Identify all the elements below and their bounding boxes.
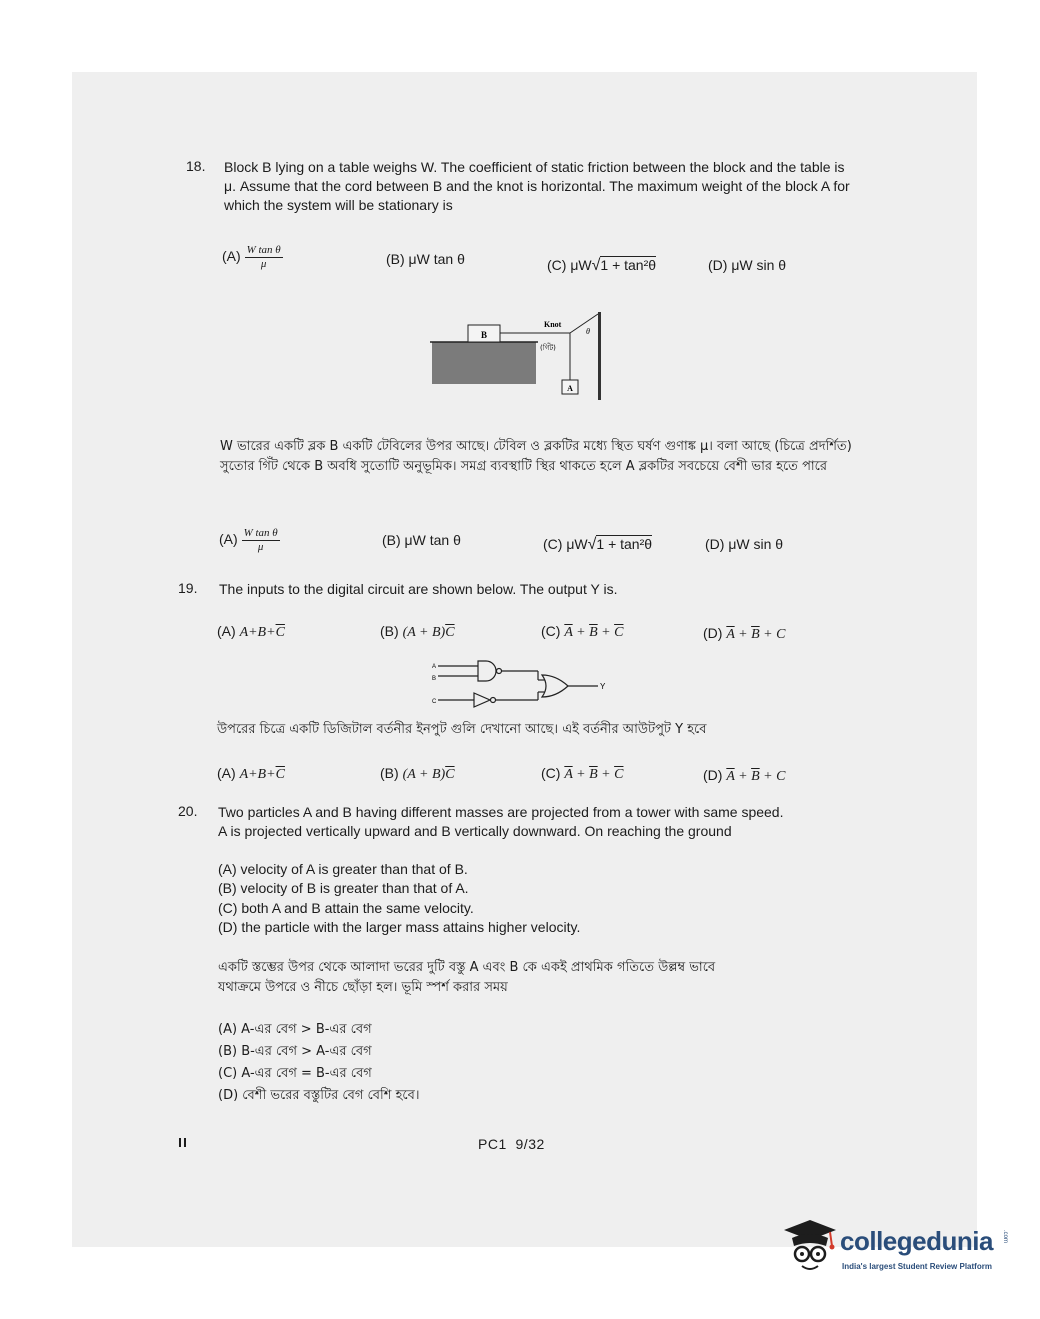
radicand: 1 + tan²θ	[600, 257, 657, 273]
math-op: +	[734, 627, 752, 642]
logic-circuit-diagram	[430, 658, 620, 712]
mascot-icon	[780, 1216, 840, 1276]
math-expr: (A + B)	[402, 767, 446, 782]
q20-number: 20.	[178, 803, 198, 819]
q18-option-d-en: (D) μW sin θ	[708, 257, 787, 273]
math-bar: $\overline{C}$	[614, 625, 624, 640]
q20-question-en-line2: A is projected vertically upward and B vertically downward. On reaching the ground	[218, 823, 732, 839]
option-label: (D)	[703, 625, 727, 641]
option-label: (D)	[703, 767, 727, 783]
math-op: +	[734, 769, 752, 784]
option-label: (B)	[380, 765, 403, 781]
q20-question-bn-line2: যথাক্রমে উপরে ও নীচে ছোঁড়া হল। ভূমি স্পর্শ করার সময়	[218, 980, 508, 995]
brand-tagline: India's largest Student Review Platform	[842, 1262, 992, 1271]
brand-name: collegedunia	[840, 1226, 993, 1256]
input-b-label: B	[432, 676, 437, 682]
q20-option-b-bn: (B) B-এর বেগ > A-এর বেগ	[218, 1044, 372, 1059]
math-bar: $\overline{B}$	[751, 769, 760, 784]
block-b-label: B	[480, 330, 488, 340]
math-bar: $\overline{C}$	[445, 625, 455, 640]
page-code: PC1 9/32	[478, 1136, 545, 1152]
math-op: +	[597, 767, 615, 782]
math-expr: (A + B)	[402, 625, 446, 640]
q18-option-c-bn	[543, 535, 652, 554]
q19-question-en: The inputs to the digital circuit are shown below. The output Y is.	[219, 581, 618, 597]
q20-option-d-bn: (D) বেশী ভরের বস্তুটির বেগ বেশি হবে।	[218, 1088, 420, 1103]
table-block	[432, 342, 536, 384]
q18-option-a-bn	[219, 527, 280, 554]
sqrt-icon: √	[587, 536, 597, 553]
fraction-denominator: μ	[257, 541, 264, 553]
not-gate	[474, 693, 490, 707]
math-bar: $\overline{A}$	[564, 625, 573, 640]
wall	[598, 312, 601, 400]
q19-question-bn: উপরের চিত্রে একটি ডিজিটাল বর্তনীর ইনপুট গুলি দেখানো আছে। এই বর্তনীর আউটপুট Y হবে	[217, 722, 707, 737]
option-label: (A)	[217, 623, 240, 639]
q19-option-b-bn	[380, 764, 455, 784]
math-bar: $\overline{C}$	[275, 625, 285, 640]
q19-option-d-en	[703, 624, 785, 644]
q20-option-a-bn: (A) A-এর বেগ > B-এর বেগ	[218, 1022, 372, 1037]
q18-option-d-bn: (D) μW sin θ	[705, 536, 784, 552]
math-op: + C	[759, 769, 786, 784]
q20-question-en-line1: Two particles A and B having different masses are projected from a tower with same speed.	[218, 804, 784, 820]
collegedunia-logo	[780, 1212, 1016, 1278]
q20-option-c-en: (C) both A and B attain the same velocity.	[218, 900, 474, 916]
q19-option-a-bn	[217, 764, 285, 784]
q20-option-b-en: (B) velocity of B is greater than that of A.	[218, 880, 469, 896]
q20-option-a-en: (A) velocity of A is greater than that of B.	[218, 861, 468, 877]
option-label: (A)	[219, 531, 238, 548]
option-label: (A)	[222, 248, 241, 265]
math-bar: $\overline{B}$	[589, 767, 598, 782]
q19-option-c-bn	[541, 764, 623, 784]
option-label: (C)	[541, 765, 565, 781]
input-c-label: C	[432, 699, 437, 705]
math-op: + C	[759, 627, 786, 642]
q18-number: 18.	[186, 158, 206, 174]
math-expr: A+B+	[239, 767, 276, 782]
math-expr: A+B+	[239, 625, 276, 640]
knot-label-bn: (গিঁট)	[540, 344, 556, 352]
fraction-numerator: W tan θ	[246, 244, 281, 256]
option-label: (A)	[217, 765, 240, 781]
sqrt-icon: √	[591, 257, 601, 274]
math-bar: $\overline{C}$	[445, 767, 455, 782]
math-op: +	[572, 625, 590, 640]
margin-mark: =	[171, 1137, 192, 1148]
option-label: (C)	[541, 623, 565, 639]
q18-question-en: Block B lying on a table weighs W. The coefficient of static friction between the block and the table is μ. Assume that the cord between B and the knot is horizontal. The maximum weight of the block A for which the system will be stationary is	[224, 159, 850, 213]
or-gate	[542, 675, 568, 697]
friction-diagram	[426, 312, 616, 400]
math-bar: $\overline{B}$	[751, 627, 760, 642]
q19-option-c-en	[541, 622, 623, 642]
radicand: 1 + tan²θ	[596, 536, 653, 552]
option-label: (C) μW	[547, 257, 592, 273]
knot-label: Knot	[544, 320, 562, 329]
q18-question-bn: W ভারের একটি ব্লক B একটি টেবিলের উপর আছে। টেবিল ও ব্লকটির মধ্যে স্থিত ঘর্ষণ গুণাঙ্ক μ। বলা আছে (চিত্রে প্রদর্শিত) সুতোর গিঁট থেকে B অবধি সুতোটি অনুভূমিক। সমগ্র ব্যবস্থাটি স্থির থাকতে হলে A ব্লকটির সবচেয়ে বেশী ভার হতে পারে	[220, 439, 852, 474]
fraction-numerator: W tan θ	[243, 527, 278, 539]
theta-label: θ	[586, 327, 590, 336]
q19-option-b-en	[380, 622, 455, 642]
q20-option-c-bn: (C) A-এর বেগ = B-এর বেগ	[218, 1066, 372, 1081]
math-bar: $\overline{A}$	[726, 627, 735, 642]
brand-domain: .com	[1002, 1230, 1008, 1244]
output-y-label: Y	[600, 682, 606, 691]
q18-option-c-en	[547, 256, 656, 275]
math-op: +	[572, 767, 590, 782]
q18-option-a-en	[222, 244, 283, 271]
math-bar: $\overline{A}$	[564, 767, 573, 782]
block-a-label: A	[567, 384, 573, 393]
q20-question-bn-line1: একটি স্তম্ভের উপর থেকে আলাদা ভরের দুটি বস্তু A এবং B কে একই প্রাথমিক গতিতে উল্লম্ব ভাবে	[218, 960, 716, 975]
option-label: (B)	[380, 623, 403, 639]
q19-number: 19.	[178, 580, 198, 596]
input-a-label: A	[432, 664, 437, 670]
math-bar: $\overline{A}$	[726, 769, 735, 784]
q19-option-d-bn	[703, 766, 785, 786]
nand-gate	[478, 661, 496, 681]
math-bar: $\overline{C}$	[614, 767, 624, 782]
q18-option-b-bn: (B) μW tan θ	[382, 532, 461, 548]
math-bar: $\overline{B}$	[589, 625, 598, 640]
q18-option-b-en: (B) μW tan θ	[386, 251, 465, 267]
fraction-denominator: μ	[260, 258, 267, 270]
fraction	[245, 244, 283, 271]
fraction	[242, 527, 280, 554]
q19-option-a-en	[217, 622, 285, 642]
math-bar: $\overline{C}$	[275, 767, 285, 782]
option-label: (C) μW	[543, 536, 588, 552]
q20-option-d-en: (D) the particle with the larger mass attains higher velocity.	[218, 919, 581, 935]
math-op: +	[597, 625, 615, 640]
